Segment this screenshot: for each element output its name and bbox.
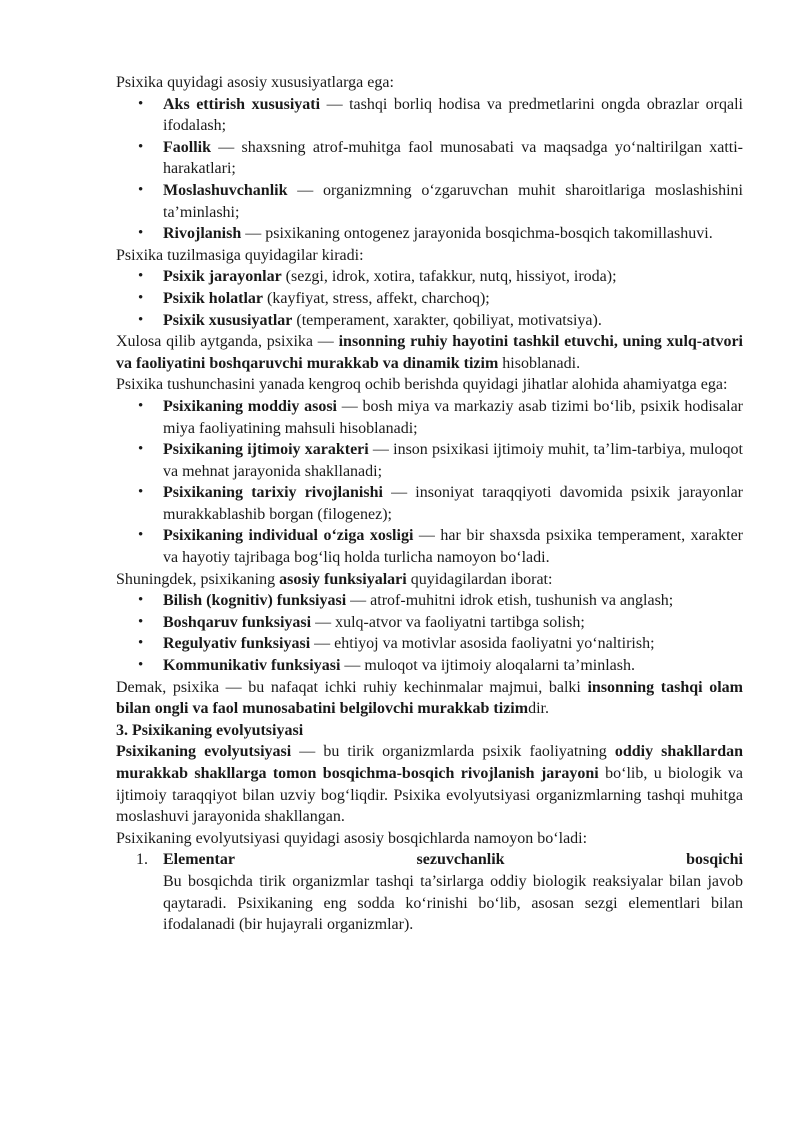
aspects-list [116, 396, 743, 569]
stage-text: Bu bosqichda tirik organizmlar tashqi ta’sirlarga oddiy biologik reaksiyalar bilan javob qaytaradi. Psixikaning eng sodda ko‘rinishi bo‘lib, asosan sezgi elementlari bilan ifodalanadi (bir hujayrali organizmlar). [163, 872, 743, 934]
item-desc: (temperament, xarakter, qobiliyat, motivatsiya). [292, 311, 602, 329]
item-term: Psixik jarayonlar [163, 268, 282, 286]
section-heading: 3. Psixikaning evolyutsiyasi [116, 721, 304, 739]
item-desc: — atrof-muhitni idrok etish, tushunish va anglash; [346, 592, 674, 610]
item-term: Psixikaning tarixiy rivojlanishi [163, 484, 383, 502]
list-item [116, 223, 743, 245]
list-item [116, 310, 743, 332]
list-item [116, 525, 743, 568]
item-term: Psixikaning individual o‘ziga xosligi [163, 527, 414, 545]
list-item [116, 590, 743, 612]
intro-aspects: Psixika tushunchasini yanada kengroq ochib berishda quyidagi jihatlar alohida ahamiyatga ega: [116, 376, 728, 394]
intro-properties: Psixika quyidagi asosiy xususiyatlarga ega: [116, 74, 394, 91]
item-desc: — har bir shaxsda psixika temperament, xarakter va hayotiy tajribaga bog‘liq holda turlicha namoyon bo‘ladi. [163, 527, 743, 567]
stage-number: 1. [136, 851, 148, 869]
item-desc: — muloqot va ijtimoiy aloqalarni ta’minlash. [340, 657, 636, 675]
list-item [116, 655, 743, 677]
item-desc: — bosh miya va markaziy asab tizimi bo‘lib, psixik hodisalar miya faoliyatining mahsuli hisoblanadi; [163, 397, 743, 437]
stages-list [116, 849, 743, 935]
item-desc: — shaxsning atrof-muhitga faol munosabati va maqsadga yo‘naltirilgan xatti-harakatlari; [163, 138, 743, 178]
list-item [116, 439, 743, 482]
list-item [116, 396, 743, 439]
item-term: Aks ettirish xususiyati [163, 95, 321, 113]
structure-list [116, 266, 743, 331]
list-item [116, 482, 743, 525]
item-term: Psixik xususiyatlar [163, 311, 293, 329]
conclusion-paragraph-2: Demak, psixika — bu nafaqat ichki ruhiy kechinmalar majmui, balki insonning tashqi olam bilan ongli va faol munosabatini belgilovchi murakkab tizimdir. [116, 678, 743, 718]
item-desc: — ehtiyoj va motivlar asosida faoliyatni yo‘naltirish; [310, 635, 655, 653]
list-item [116, 266, 743, 288]
item-desc: — organizmning o‘zgaruvchan muhit sharoitlariga moslashishini ta’minlashi; [163, 181, 743, 221]
evolution-paragraph: Psixikaning evolyutsiyasi — bu tirik organizmlarda psixik faoliyatning oddiy shakllardan murakkab shakllarga tomon bosqichma-bosqich rivojlanish jarayoni bo‘lib, u biologik va ijtimoiy taraqqiyot bilan uzviy bog‘liqdir. Psixika evolyutsiyasi organizmlarning tashqi muhitga moslashuvi jarayonida shakllangan. [116, 743, 744, 826]
item-term: Regulyativ funksiyasi [163, 635, 311, 653]
item-term: Faollik [163, 138, 212, 156]
item-desc: — tashqi borliq hodisa va predmetlarini ongda obrazlar orqali ifodalash; [163, 95, 744, 135]
item-term: Psixik holatlar [163, 289, 264, 307]
item-term: Kommunikativ funksiyasi [163, 657, 341, 675]
item-desc: (kayfiyat, stress, affekt, charchoq); [263, 289, 490, 307]
item-term: Moslashuvchanlik [163, 181, 288, 199]
intro-functions: Shuningdek, psixikaning asosiy funksiyalari quyidagilardan iborat: [116, 570, 553, 588]
item-term: Psixikaning ijtimoiy xarakteri [163, 441, 369, 459]
item-term: Bilish (kognitiv) funksiyasi [163, 592, 347, 610]
list-item [116, 180, 743, 223]
intro-stages: Psixikaning evolyutsiyasi quyidagi asosiy bosqichlarda namoyon bo‘ladi: [116, 829, 588, 847]
item-desc: (sezgi, idrok, xotira, tafakkur, nutq, hissiyot, iroda); [281, 268, 617, 286]
conclusion-paragraph: Xulosa qilib aytganda, psixika — insonning ruhiy hayotini tashkil etuvchi, uning xulq-atvori va faoliyatini boshqaruvchi murakkab va dinamik tizim hisoblanadi. [116, 333, 744, 372]
stage-item [116, 849, 743, 935]
intro-structure: Psixika tuzilmasiga quyidagilar kiradi: [116, 246, 364, 264]
item-term: Psixikaning moddiy asosi [163, 397, 337, 415]
properties-list [116, 94, 743, 245]
item-desc: — inson psixikasi ijtimoiy muhit, ta’lim-tarbiya, muloqot va mehnat jarayonida shakllanadi; [163, 441, 743, 480]
item-desc: — psixikaning ontogenez jarayonida bosqichma-bosqich takomillashuvi. [241, 225, 713, 243]
item-desc: — insoniyat taraqqiyoti davomida psixik jarayonlar murakkablashib borgan (filogenez); [163, 484, 743, 523]
item-term: Rivojlanish [163, 225, 242, 243]
item-term: Boshqaruv funksiyasi [163, 613, 312, 631]
list-item [116, 137, 743, 180]
stage-title: Elementar sezuvchanlik bosqichi [163, 851, 743, 869]
list-item [116, 94, 743, 137]
list-item [116, 612, 743, 634]
functions-list [116, 590, 743, 676]
item-desc: — xulq-atvor va faoliyatni tartibga solish; [311, 613, 585, 631]
list-item [116, 633, 743, 655]
list-item [116, 288, 743, 310]
